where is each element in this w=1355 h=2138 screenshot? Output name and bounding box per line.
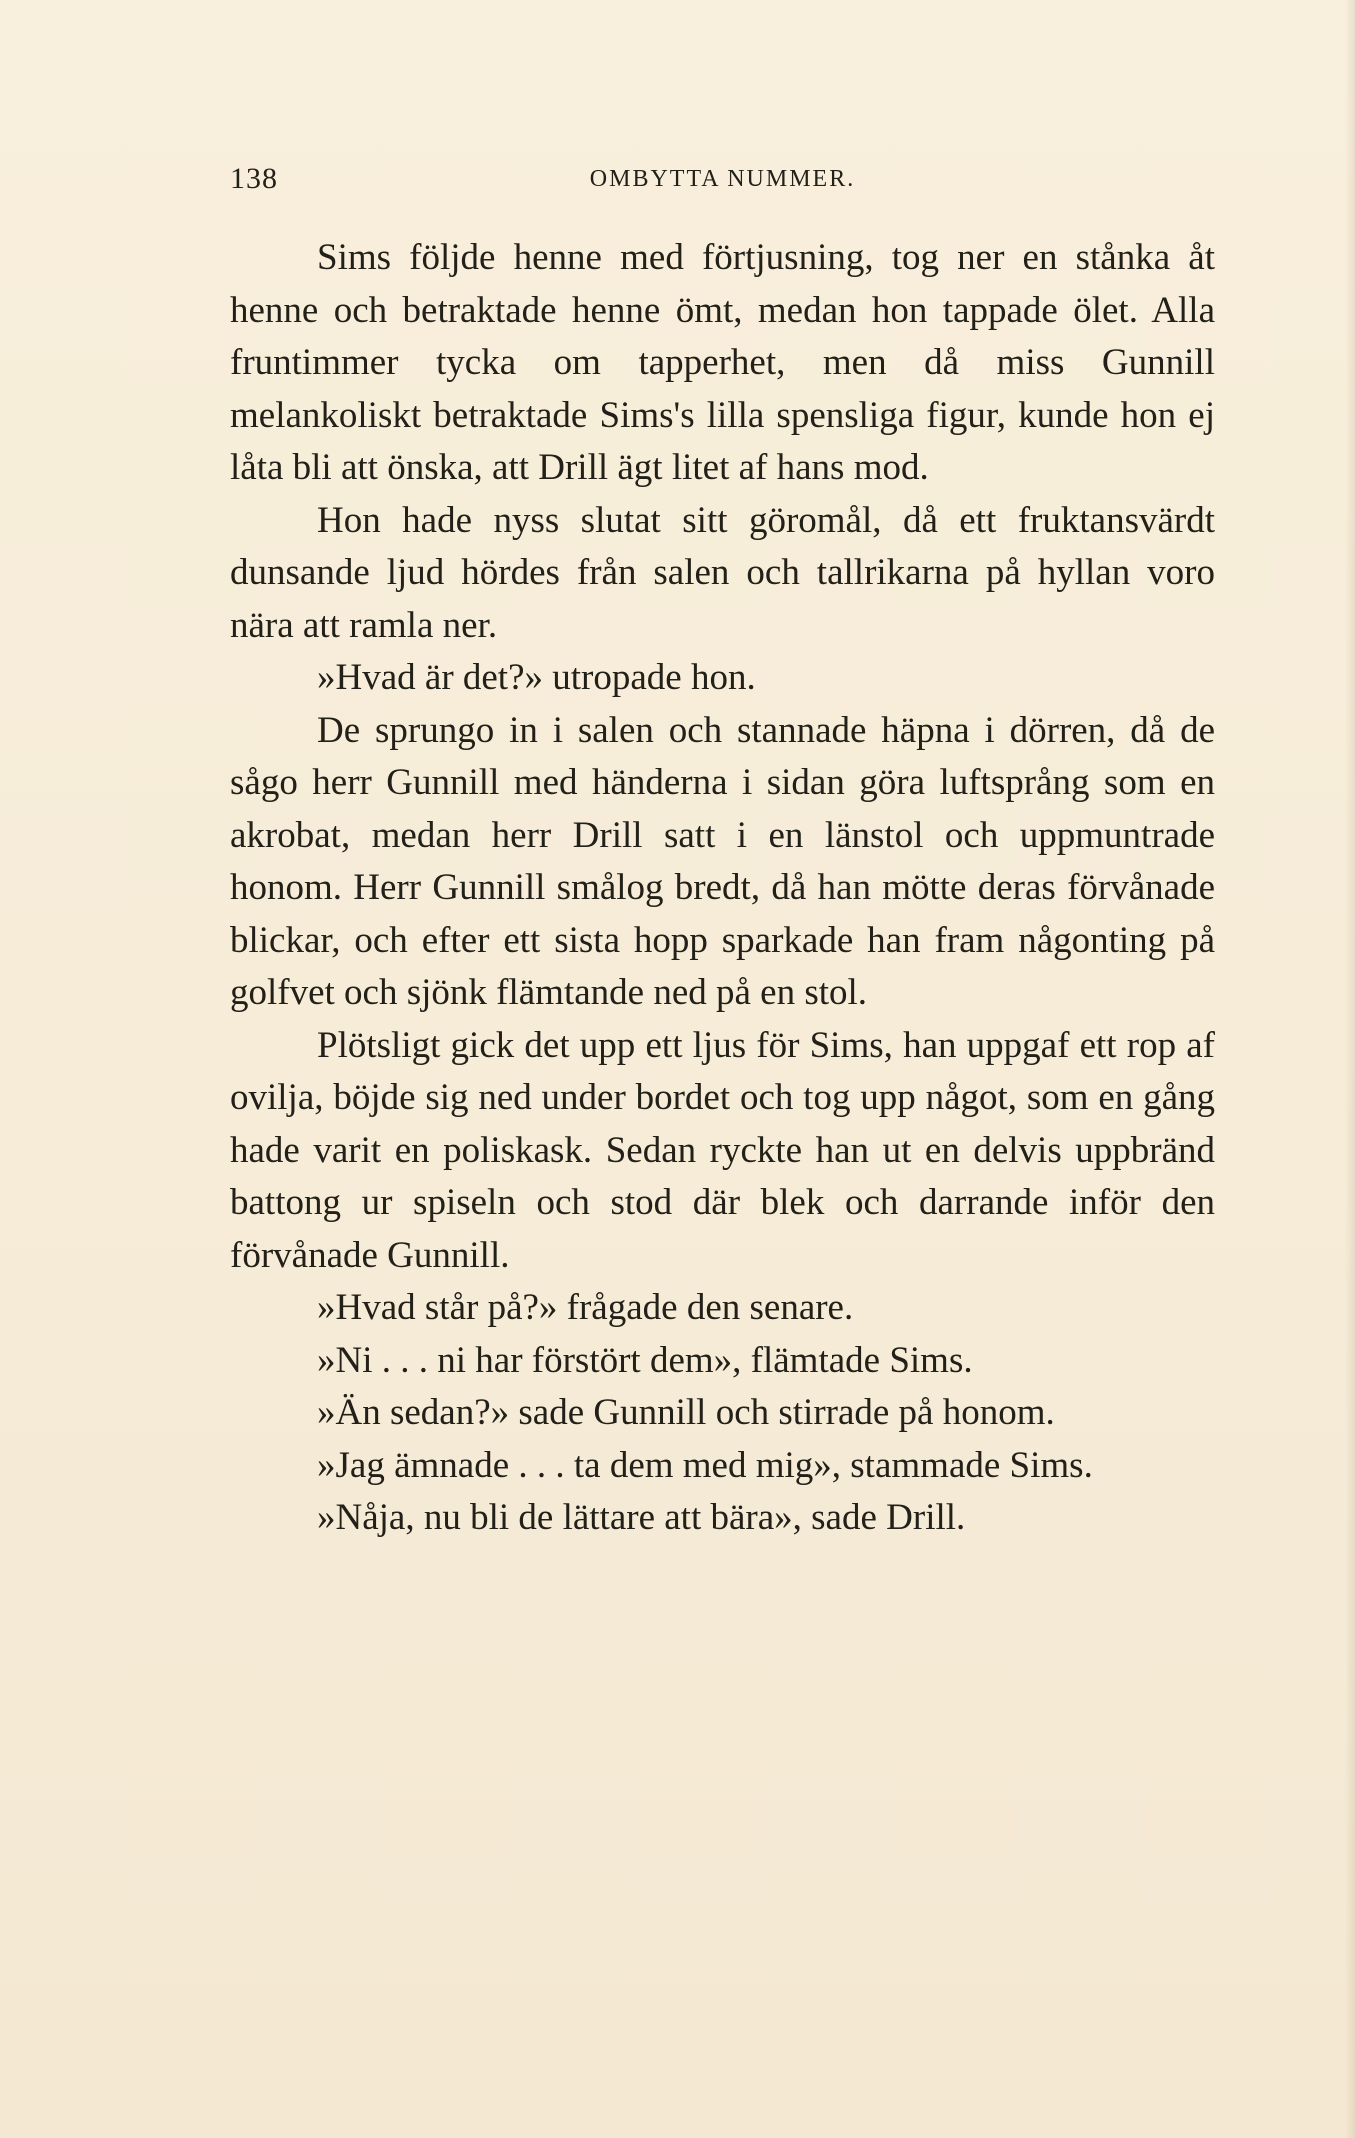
paragraph: »Hvad är det?» utropade hon. — [317, 657, 756, 698]
body-text — [230, 232, 1215, 1545]
paragraph: »Än sedan?» sade Gunnill och stirrade på honom. — [317, 1392, 1055, 1433]
paragraph: »Nåja, nu bli de lättare att bära», sade Drill. — [317, 1497, 966, 1538]
paragraph: Hon hade nyss slutat sitt göromål, då ett fruktansvärdt dunsande ljud hördes från salen och tallrikarna på hyllan voro nära att ramla ner. — [230, 499, 1215, 646]
paragraph: Sims följde henne med förtjusning, tog ner en stånka åt henne och betraktade henne ömt, medan hon tappade ölet. Alla fruntimmer tycka om tapperhet, men då miss Gunnill melankoliskt betraktade Sims's lilla spensliga figur, kunde hon ej låta bli att önska, att Drill ägt litet af hans mod. — [230, 237, 1215, 488]
page-number: 138 — [230, 162, 278, 195]
paragraph: Plötsligt gick det upp ett ljus för Sims, han uppgaf ett rop af ovilja, böjde sig ned under bordet och tog upp något, som en gång hade varit en poliskask. Sedan ryckte han ut en delvis uppbränd battong ur spiseln och stod där blek och darrande inför den förvånade Gunnill. — [230, 1024, 1215, 1276]
paragraph: »Hvad står på?» frågade den senare. — [317, 1287, 854, 1328]
page-edge — [1345, 0, 1355, 2138]
paragraph: »Ni . . . ni har förstört dem», flämtade Sims. — [317, 1339, 973, 1381]
paragraph: »Jag ämnade . . . ta dem med mig», stammade Sims. — [317, 1444, 1093, 1486]
page-header — [230, 162, 1215, 202]
running-head: OMBYTTA NUMMER. — [589, 166, 856, 192]
paragraph: De sprungo in i salen och stannade häpna i dörren, då de sågo herr Gunnill med händerna i sidan göra luftsprång som en akrobat, medan herr Drill satt i en länstol och uppmuntrade honom. Herr Gunnill smålog bredt, då han mötte deras förvånade blickar, och efter ett sista hopp sparkade han fram någonting på golfvet och sjönk flämtande ned på en stol. — [230, 709, 1215, 1013]
